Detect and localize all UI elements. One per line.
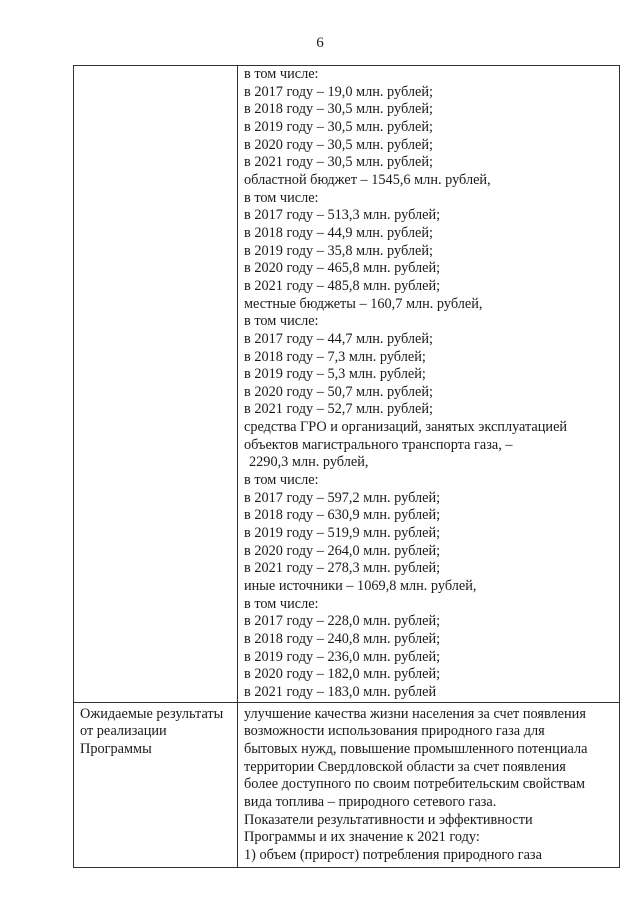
financing-line: в том числе: — [244, 66, 319, 82]
page-number: 6 — [316, 35, 324, 51]
financing-line: в 2021 году – 183,0 млн. рублей — [244, 683, 437, 700]
financing-line: в 2019 году – 35,8 млн. рублей; — [244, 242, 433, 259]
results-text-line: Показатели результативности и эффективности — [244, 811, 533, 828]
financing-line: иные источники – 1069,8 млн. рублей, — [244, 578, 477, 595]
financing-line: в 2021 году – 485,8 млн. рублей; — [244, 277, 441, 294]
financing-line: в 2017 году – 19,0 млн. рублей; — [244, 83, 433, 100]
expected-results-row — [74, 702, 620, 867]
expected-results-label-line: от реализации — [80, 723, 167, 740]
financing-line: в 2020 году – 182,0 млн. рублей; — [244, 666, 441, 683]
financing-line: в 2020 году – 264,0 млн. рублей; — [244, 542, 441, 559]
financing-line: в том числе: — [244, 595, 319, 612]
financing-sources-cell — [238, 66, 620, 703]
financing-line: в 2020 году – 50,7 млн. рублей; — [244, 383, 433, 400]
financing-line: в 2017 году – 597,2 млн. рублей; — [244, 489, 441, 506]
financing-line: в 2019 году – 519,9 млн. рублей; — [244, 525, 441, 542]
financing-label-cell — [74, 66, 238, 703]
financing-line: в 2020 году – 465,8 млн. рублей; — [244, 260, 441, 277]
financing-line: в 2018 году – 44,9 млн. рублей; — [244, 224, 433, 241]
financing-line: в том числе: — [244, 472, 319, 489]
expected-results-label-line: Ожидаемые результаты — [80, 705, 224, 722]
results-text-line: вида топлива – природного сетевого газа. — [244, 793, 497, 810]
financing-line: в 2020 году – 30,5 млн. рублей; — [244, 136, 433, 153]
financing-line: в том числе: — [244, 189, 319, 206]
results-text-line: 1) объем (прирост) потребления природного газа — [244, 846, 542, 863]
financing-line: в 2018 году – 30,5 млн. рублей; — [244, 101, 433, 118]
financing-line: объектов магистрального транспорта газа, – — [244, 436, 513, 453]
results-text-line: более доступного по своим потребительским свойствам — [244, 776, 586, 793]
expected-results-label-cell — [74, 702, 238, 867]
results-text-line: бытовых нужд, повышение промышленного потенциала — [244, 740, 588, 757]
expected-results-label-line: Программы — [80, 740, 152, 757]
results-text-line: территории Свердловской области за счет появления — [244, 758, 566, 775]
financing-line: местные бюджеты – 160,7 млн. рублей, — [244, 295, 483, 312]
results-text-line: улучшение качества жизни населения за счет появления — [244, 705, 586, 722]
financing-line: 2290,3 млн. рублей, — [249, 454, 369, 471]
financing-lines — [238, 66, 619, 702]
results-text-line: возможности использования природного газа для — [244, 723, 545, 740]
financing-line: в 2019 году – 236,0 млн. рублей; — [244, 648, 441, 665]
financing-line: в 2018 году – 240,8 млн. рублей; — [244, 631, 441, 647]
financing-line: в 2017 году – 228,0 млн. рублей; — [244, 613, 441, 630]
expected-results-text-cell — [238, 702, 620, 867]
financing-line: областной бюджет – 1545,6 млн. рублей, — [244, 171, 491, 188]
financing-line: в том числе: — [244, 313, 319, 330]
financing-line: в 2017 году – 513,3 млн. рублей; — [244, 207, 441, 224]
financing-line: в 2019 году – 5,3 млн. рублей; — [244, 366, 426, 383]
financing-line: в 2018 году – 7,3 млн. рублей; — [244, 348, 426, 365]
financing-line: в 2018 году – 630,9 млн. рублей; — [244, 507, 441, 524]
financing-line: в 2021 году – 278,3 млн. рублей; — [244, 560, 441, 577]
financing-line: в 2017 году – 44,7 млн. рублей; — [244, 330, 433, 347]
financing-line: в 2021 году – 30,5 млн. рублей; — [244, 154, 433, 171]
financing-line: в 2021 году – 52,7 млн. рублей; — [244, 401, 433, 418]
financing-line: в 2019 году – 30,5 млн. рублей; — [244, 118, 433, 135]
financing-row — [74, 66, 620, 703]
passport-table — [73, 65, 620, 868]
results-text-line: Программы и их значение к 2021 году: — [244, 829, 480, 846]
financing-line: средства ГРО и организаций, занятых эксплуатацией — [244, 419, 568, 436]
